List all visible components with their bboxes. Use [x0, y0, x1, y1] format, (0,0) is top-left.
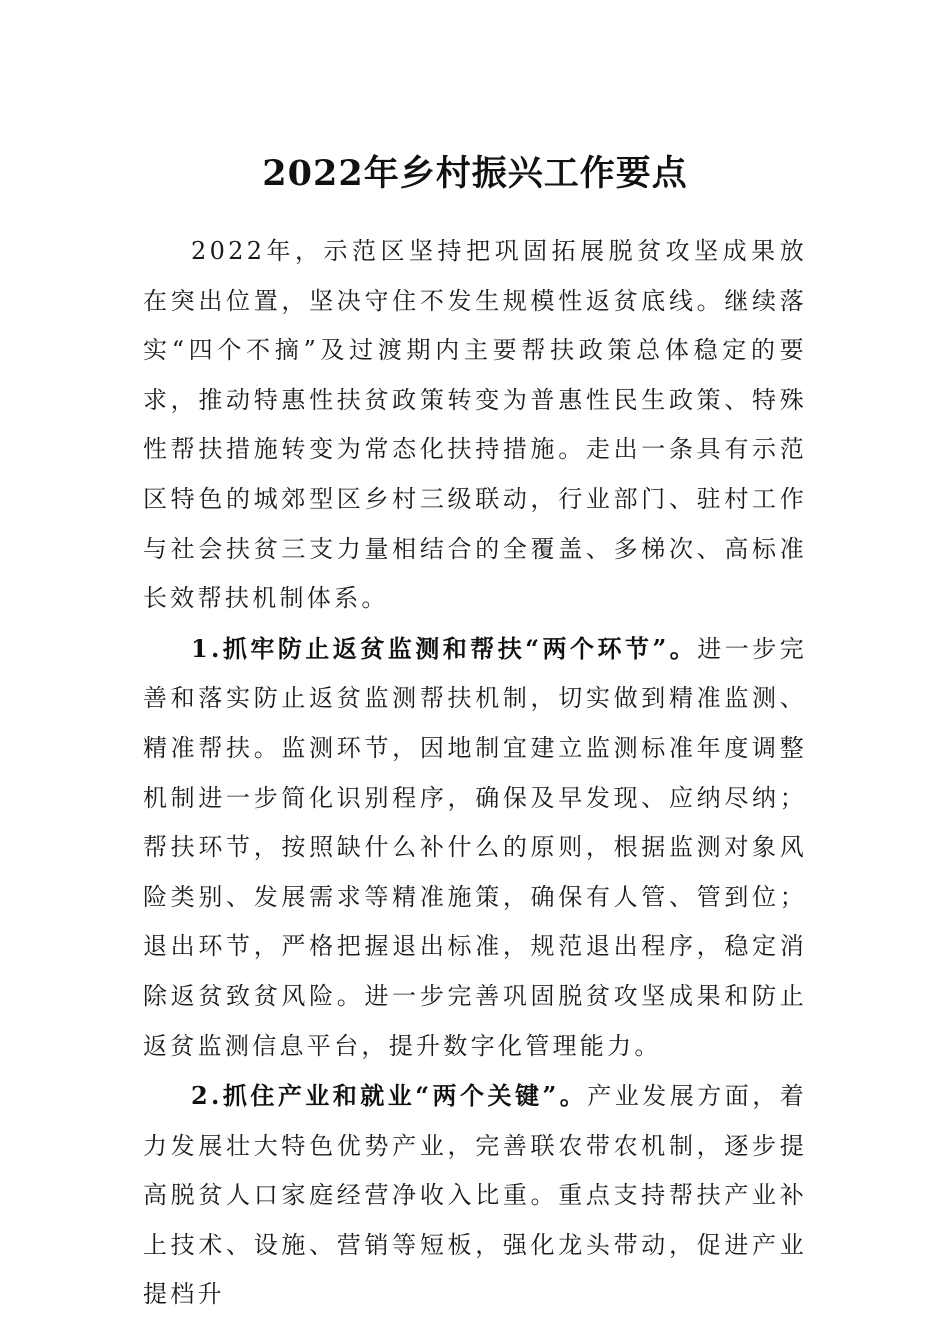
paragraph-lead: 1.抓牢防止返贫监测和帮扶“两个环节”。 [191, 633, 698, 663]
paragraph-text: 产业发展方面，着力发展壮大特色优势产业，完善联农带农机制，逐步提高脱贫人口家庭经营净收入比重。重点支持帮扶产业补上技术、设施、营销等短板，强化龙头带动，促进产业提档升 [143, 1082, 807, 1309]
paragraph-text: 2022年，示范区坚持把巩固拓展脱贫攻坚成果放在突出位置，坚决守住不发生规模性返贫底线。继续落实“四个不摘”及过渡期内主要帮扶政策总体稳定的要求，推动特惠性扶贫政策转变为普惠性民生政策、特殊性帮扶措施转变为常态化扶持措施。走出一条具有示范区特色的城郊型区乡村三级联动，行业部门、驻村工作与社会扶贫三支力量相结合的全覆盖、多梯次、高标准长效帮扶机制体系。 [143, 237, 807, 613]
document-body [143, 226, 807, 1320]
paragraph-intro [143, 226, 807, 624]
paragraph-item-2 [143, 1071, 807, 1320]
document-title: 2022年乡村振兴工作要点 [262, 153, 688, 194]
paragraph-text: 进一步完善和落实防止返贫监测帮扶机制，切实做到精准监测、精准帮扶。监测环节，因地制宜建立监测标准年度调整机制进一步简化识别程序，确保及早发现、应纳尽纳；帮扶环节，按照缺什么补什么的原则，根据监测对象风险类别、发展需求等精准施策，确保有人管、管到位；退出环节，严格把握退出标准，规范退出程序，稳定消除返贫致贫风险。进一步完善巩固脱贫攻坚成果和防止返贫监测信息平台，提升数字化管理能力。 [143, 634, 807, 1060]
paragraph-item-1 [143, 624, 807, 1071]
paragraph-lead: 2.抓住产业和就业“两个关键”。 [191, 1081, 588, 1111]
